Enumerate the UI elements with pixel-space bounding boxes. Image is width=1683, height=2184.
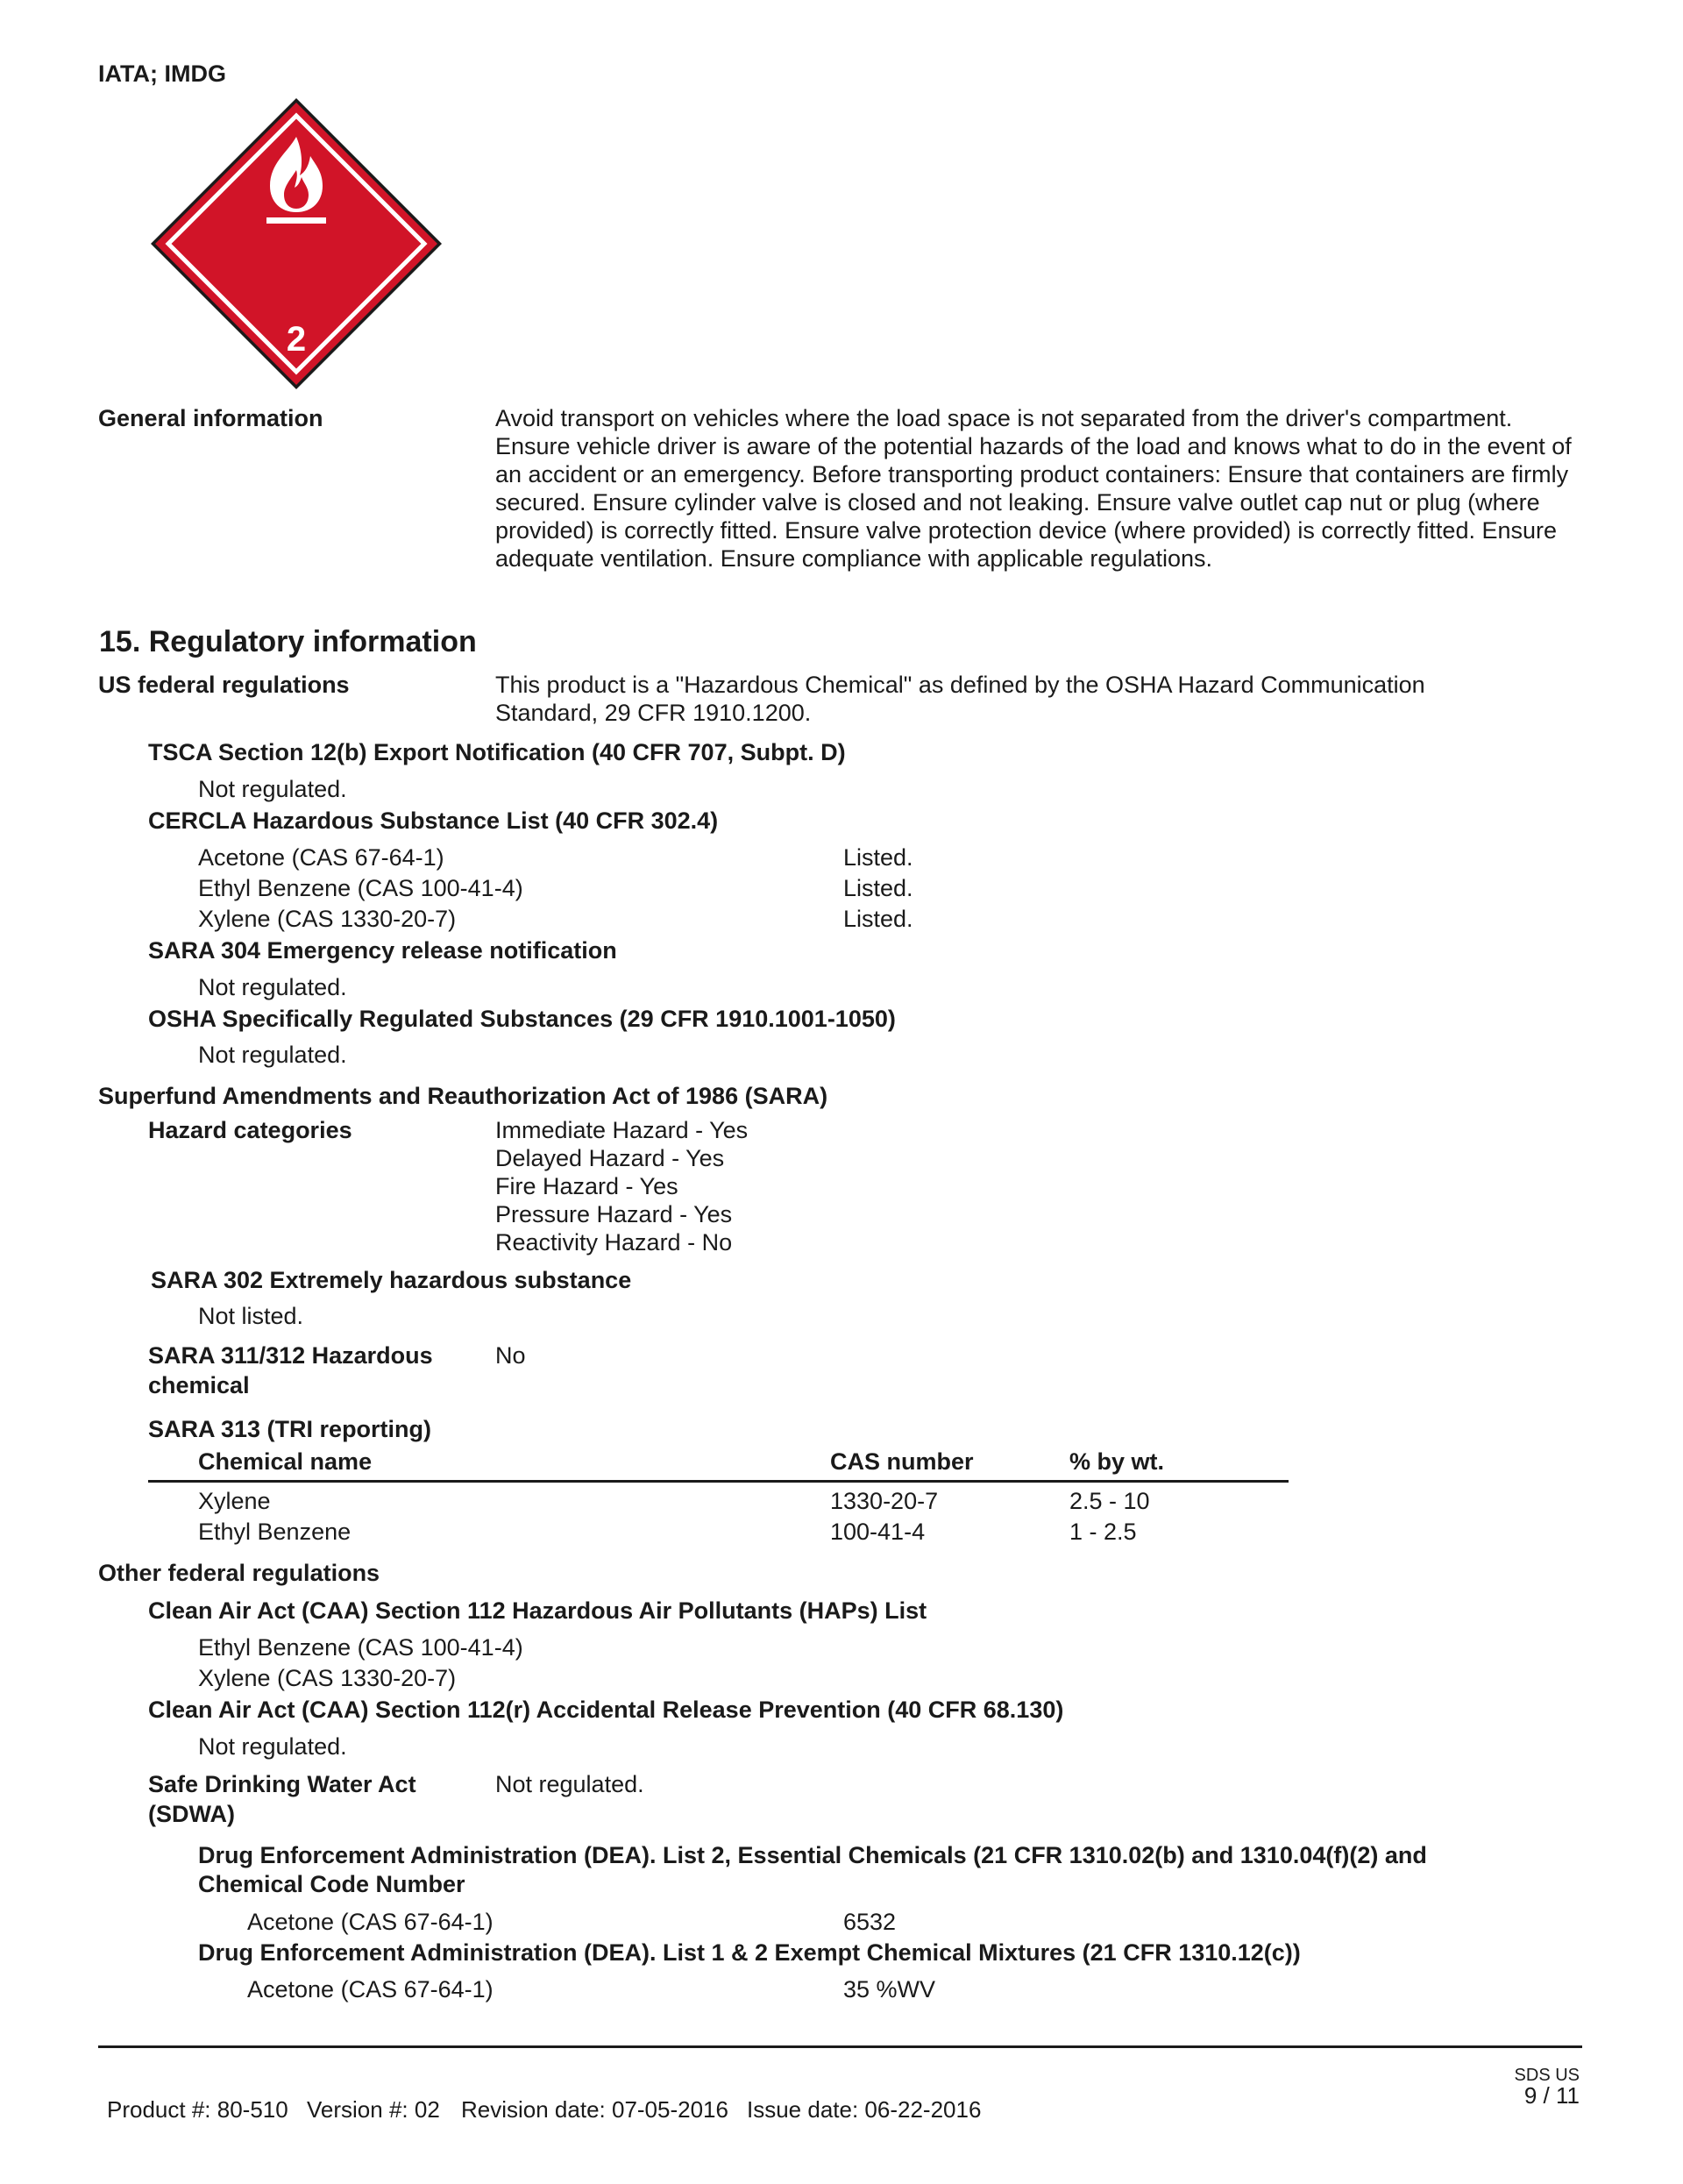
- dea-exempt-title: Drug Enforcement Administration (DEA). List 1 & 2 Exempt Chemical Mixtures (21 CFR 1310.12(c)): [198, 1939, 1301, 1966]
- sara311-label-cont: chemical: [148, 1372, 250, 1398]
- dea-list2-title-cont: Chemical Code Number: [198, 1871, 465, 1897]
- hazard-category: Pressure Hazard - Yes: [495, 1201, 733, 1227]
- footer-doc-code: SDS US: [1514, 2066, 1580, 2085]
- general-information-text: Avoid transport on vehicles where the load space is not separated from the driver's compartment. Ensure vehicle driver is aware of the potential hazards of the load and knows what to do in the event of an accident or an emergency. Before transporting product containers: Ensure that containers are firmly secured. Ensure cylinder valve is closed and not leaking. Ensure valve outlet cap nut or plug (where provided) is correctly fitted. Ensure valve protection device (where provided) is correctly fitted. Ensure adequate ventilation. Ensure compliance with applicable regulations.: [495, 405, 1572, 572]
- hazard-category: Delayed Hazard - Yes: [495, 1145, 725, 1171]
- hazard-category: Fire Hazard - Yes: [495, 1173, 678, 1199]
- caa112r-value: Not regulated.: [198, 1733, 347, 1760]
- flammable-gas-placard: [147, 95, 445, 393]
- table-header-chemical-name: Chemical name: [198, 1448, 373, 1475]
- dea-exempt-chemical: Acetone (CAS 67-64-1): [247, 1976, 494, 2003]
- sara304-title: SARA 304 Emergency release notification: [148, 937, 617, 964]
- table-cell: 1 - 2.5: [1069, 1519, 1137, 1545]
- table-header-percent-by-wt: % by wt.: [1069, 1448, 1165, 1475]
- footer-divider: [98, 2045, 1582, 2048]
- caa112r-title: Clean Air Act (CAA) Section 112(r) Accidental Release Prevention (40 CFR 68.130): [148, 1697, 1064, 1723]
- caa112-item: Xylene (CAS 1330-20-7): [198, 1665, 457, 1691]
- sdwa-value: Not regulated.: [495, 1771, 644, 1797]
- sara304-value: Not regulated.: [198, 974, 347, 1000]
- footer-revision-date: Revision date: 07-05-2016: [461, 2096, 728, 2123]
- cercla-row-name: Ethyl Benzene (CAS 100-41-4): [198, 875, 523, 901]
- footer-product-number: Product #: 80-510: [107, 2096, 288, 2123]
- dea-exempt-value: 35 %WV: [843, 1976, 936, 2003]
- hazard-category: Immediate Hazard - Yes: [495, 1117, 749, 1143]
- footer-issue-date: Issue date: 06-22-2016: [747, 2096, 982, 2123]
- caa112-item: Ethyl Benzene (CAS 100-41-4): [198, 1634, 523, 1661]
- us-federal-regulations-label: US federal regulations: [98, 672, 350, 698]
- placard-division-number: 2: [286, 320, 307, 359]
- sara302-value: Not listed.: [198, 1303, 304, 1329]
- sara302-title: SARA 302 Extremely hazardous substance: [151, 1267, 632, 1293]
- table-cell: 2.5 - 10: [1069, 1488, 1150, 1514]
- dea-list2-chemical: Acetone (CAS 67-64-1): [247, 1909, 494, 1935]
- general-information-label: General information: [98, 405, 323, 431]
- table-header-cas-number: CAS number: [830, 1448, 974, 1475]
- sara-title: Superfund Amendments and Reauthorization Act of 1986 (SARA): [98, 1083, 828, 1109]
- cercla-row-status: Listed.: [843, 844, 913, 871]
- dea-list2-title: Drug Enforcement Administration (DEA). List 2, Essential Chemicals (21 CFR 1310.02(b) and 1310.04(f)(2) and: [198, 1842, 1427, 1868]
- cercla-row-status: Listed.: [843, 875, 913, 901]
- sara313-title: SARA 313 (TRI reporting): [148, 1416, 432, 1442]
- hazard-categories-label: Hazard categories: [148, 1117, 352, 1143]
- sara311-label: SARA 311/312 Hazardous: [148, 1342, 433, 1369]
- table-cell: Xylene: [198, 1488, 271, 1514]
- sdwa-label-cont: (SDWA): [148, 1801, 235, 1827]
- tsca-title: TSCA Section 12(b) Export Notification (40 CFR 707, Subpt. D): [148, 739, 846, 765]
- section-title: 15. Regulatory information: [99, 625, 477, 658]
- dea-list2-code: 6532: [843, 1909, 897, 1935]
- sara311-value: No: [495, 1342, 526, 1369]
- us-federal-regulations-text: This product is a "Hazardous Chemical" as defined by the OSHA Hazard Communication Standard, 29 CFR 1910.1200.: [495, 672, 1425, 726]
- tsca-value: Not regulated.: [198, 776, 347, 802]
- table-cell: Ethyl Benzene: [198, 1519, 352, 1545]
- hazard-category: Reactivity Hazard - No: [495, 1229, 733, 1256]
- footer-page-number: 9 / 11: [1523, 2082, 1580, 2109]
- osha-value: Not regulated.: [198, 1042, 347, 1068]
- table-cell: 1330-20-7: [830, 1488, 939, 1514]
- cercla-title: CERCLA Hazardous Substance List (40 CFR 302.4): [148, 807, 719, 834]
- cercla-row-name: Acetone (CAS 67-64-1): [198, 844, 444, 871]
- other-federal-regulations-label: Other federal regulations: [98, 1560, 380, 1586]
- caa112-title: Clean Air Act (CAA) Section 112 Hazardous Air Pollutants (HAPs) List: [148, 1597, 927, 1624]
- table-header-divider: [148, 1480, 1289, 1483]
- footer-version: Version #: 02: [307, 2096, 440, 2123]
- transport-modes-label: IATA; IMDG: [98, 60, 226, 87]
- sdwa-label: Safe Drinking Water Act: [148, 1771, 416, 1797]
- cercla-row-status: Listed.: [843, 906, 913, 932]
- osha-title: OSHA Specifically Regulated Substances (29 CFR 1910.1001-1050): [148, 1006, 896, 1032]
- table-cell: 100-41-4: [830, 1519, 926, 1545]
- cercla-row-name: Xylene (CAS 1330-20-7): [198, 906, 457, 932]
